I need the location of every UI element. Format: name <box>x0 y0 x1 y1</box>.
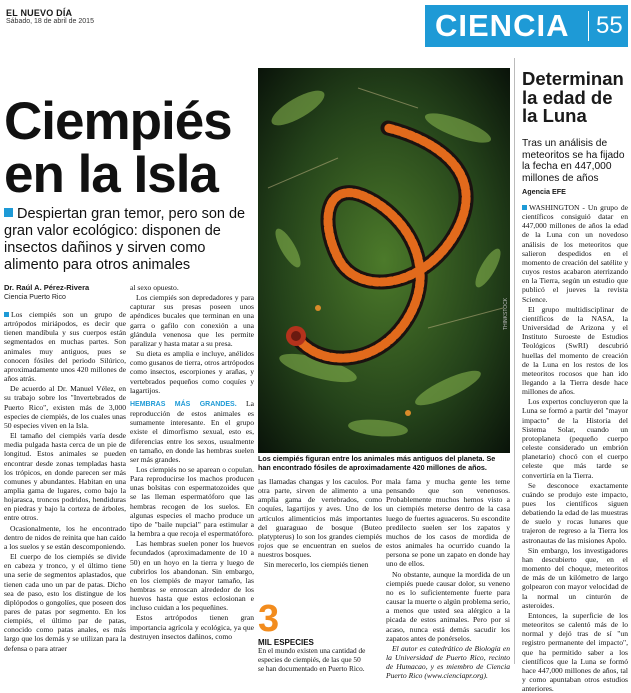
paragraph: Estos artrópodos tienen gran importancia agrícola y ecológica, ya que destruyen insectos dañinos, como <box>130 613 254 641</box>
paragraph: WASHINGTON - Un grupo de científicos consiguió datar en 447,000 millones de años la edad de la Luna con un novedoso análisis de los meteoritos que salieron despedidos en el momento de creación del satélite y cuyos restos acabaron aterrizando en la Tierra, según un estudio que publicó el jueves la revista Science. <box>522 203 628 304</box>
paragraph: HEMBRAS MÁS GRANDES. La reproducción de estos animales es sumamente interesante. En el grupo existe el dimorfismo sexual, esto es, diferencias entre los sexos, usualmente en tamaño, en donde las hembras suelen ser más grandes. <box>130 398 254 464</box>
paragraph: El tamaño del ciempiés varía desde media pulgada hasta cerca de un pie de longitud. Estos animales se pueden encontrar desde zonas templadas hasta los trópicos, en donde parecen ser más comunes y abundantes. Habitan en una amplia gama de lugares, como bajo la hojarasca, troncos podridos, hendiduras en piedras y bajo la corteza de árboles, entre otros. <box>4 431 126 523</box>
lead-square-icon <box>522 205 527 210</box>
paragraph: De acuerdo al Dr. Manuel Vélez, en su trabajo sobre los "Invertebrados de Puerto Rico", existen más de 3,000 especies de ciempiés, de los cuales unas 50 especies viven en la Isla. <box>4 384 126 430</box>
article-headline <box>4 92 254 204</box>
paragraph: Los ciempiés no se aparean o copulan. Para reproducirse los machos producen unas bolsitas con espermatozoides que se las lleman espermatóforo que las hembras recogen de los suelos. En algunas especies el macho produce un tipo de "baile nupcial" para estimular a la hembra a que recoja el espermatóforo. <box>130 464 254 539</box>
deck-bullet-icon <box>4 208 13 217</box>
article-column-2 <box>130 283 254 668</box>
deck-text: Despiertan gran temor, pero son de gran valor ecológico: disponen de insectos dañinos y sirven como alimento para otros animales <box>4 206 246 273</box>
paragraph: Los ciempiés son un grupo de artrópodos miriápodos, es decir que tienen mandíbula y sus cuerpos están segmentados en muchas partes. Son animales muy antiguos, pues se conocen fósiles del periodo Silúrico, aproximadamente unos 420 millones de años atrás. <box>4 310 126 384</box>
article-column-4 <box>386 477 510 681</box>
article-deck <box>4 206 248 274</box>
paragraph: Los expertos concluyeron que la Luna se formó a partir del "mayor impacto" de la Historia del Sistema Solar, cuando un protoplaneta (pequeño cuerpo celeste considerado un embrión planetario) chocó con el cuerpo celeste que más tarde se convertiría en la Tierra. <box>522 397 628 480</box>
paragraph: Sin merecerlo, los ciempiés tienen <box>264 560 369 570</box>
author-signature: El autor es catedrático de Biología en la Universidad de Puerto Rico, recinto de Humacao, y es miembro de Ciencia Puerto Rico (www.cienciapr.org). <box>386 643 510 681</box>
issue-date: Sábado, 18 de abril de 2015 <box>6 18 94 25</box>
centipede-illustration <box>258 68 510 453</box>
paragraph: Ocasionalmente, los he encontrado dentro de nidos de reinita que han caído a los suelos y se están descomponiendo. <box>4 523 126 551</box>
article-column-1 <box>4 310 126 668</box>
paragraph: No obstante, aunque la mordida de un ciempiés puede causar dolor, su veneno no es lo suficientemente fuerte para causar la muerte o algún problema serio, a menos que usted sea alérgico a la picada de estos animales. Pero por si acaso, nunca está demás sacudir los zapatos antes de ponérselos. <box>386 569 510 643</box>
masthead <box>6 8 94 25</box>
paragraph: Entonces, la superficie de los meteoritos se calentó más de lo normal y dejó tras de sí "un registro permanente del impacto", que ha permitido saber a los científicos que la Luna se formó hace 447,000 millones de años, tal y como apuntaban otros estudios anteriores. <box>522 610 628 693</box>
paragraph: mala fama y mucha gente les teme pensando que son venenosos. Probablemente muchos hemos visto a un ciempiés meterse dentro de la casa luego de fuertes aguaceros. Su escondite predilecto suelen ser los zapatos y muchos de los casos de mordida de estos animales ha ocurrido cuando la persona se pone un zapato en donde hay uno de ellos. <box>386 477 510 569</box>
paragraph: Los ciempiés son depredadores y para capturar sus presas poseen unos apéndices bucales que terminan en una garra o gafilo con conexión a una glándula venenosa que les permite paralizar y hasta matar a su presa. <box>130 293 254 348</box>
paragraph: Se desconoce exactamente cuándo se produjo este impacto, pues los científicos siguen debatiendo la edad de las muestras de suelo y rocas lunares que trajeron de regreso a la Tierra los astronautas de las misiones Apolo. <box>522 480 628 545</box>
paragraph: al sexo opuesto. <box>130 283 179 292</box>
subhead: HEMBRAS MÁS GRANDES. <box>130 400 237 408</box>
paragraph: Las hembras suelen poner los huevos fecundados (aproximadamente de 10 a 50) en un hoyo en la tierra y luego de cubrirlos los abandonan. Sin embargo, en los ciempiés de mayor tamaño, las hembras se enroscan alrededor de los huevos hasta que estos eclosionan e incluso cuidan a los pequeñines. <box>130 539 254 613</box>
factbox-number: 3 <box>258 598 280 640</box>
headline-line-1: Ciempiés <box>4 92 232 151</box>
section-header <box>425 5 628 47</box>
factbox-label: MIL ESPECIES <box>258 638 314 647</box>
section-divider <box>588 11 589 41</box>
paragraph: las llamadas changas y los caculos. Por otra parte, sirven de alimento a una amplia gama de vertebrados, como coquíes, lagartijos y aves. Uno de los artículos alimenticios más importantes del guaraguao de bosque (Buteo platypterus) lo son los grandes ciempiés rojos que se encuentran en suelos de nuestros bosques. <box>258 477 382 560</box>
centipede-photo <box>258 68 510 453</box>
section-name: CIENCIA <box>435 8 570 43</box>
sidebar-body <box>522 203 628 693</box>
author-affiliation: Ciencia Puerto Rico <box>4 294 66 301</box>
sidebar-deck: Tras un análisis de meteoritos se ha fijado la fecha en 447,000 millones de años <box>522 138 625 184</box>
paragraph: Sin embargo, los investigadores han descubierto que, en el momento del choque, meteoritos de más de un kilómetro de largo golpearon con mayor velocidad de la normal un cinturón de asteroides. <box>522 545 628 610</box>
photo-caption: Los ciempiés figuran entre los animales más antiguos del planeta. Se han encontrado fósiles de aproximadamente 420 millones de años. <box>258 454 496 472</box>
newspaper-name: EL NUEVO DÍA <box>6 8 73 18</box>
paragraph: Su dieta es amplia e incluye, anélidos como gusanos de tierra, otros artrópodos como insectos, escorpiones y arañas, y vertebrados pequeños como coquíes y lagartijos. <box>130 349 254 395</box>
paragraph: El grupo multidisciplinar de científicos de la NASA, la Universidad de Arizona y el Instituto Suroeste de Estudios Teológicos (SwRI) descubrió huellas del momento de creación de la Luna en los restos de los meteoritos rocosos que han ido llegando a la Tierra desde hace millones de años. <box>522 304 628 397</box>
sidebar-headline: Determinan la edad de la Luna <box>522 68 624 126</box>
sidebar-agency: Agencia EFE <box>522 187 566 196</box>
factbox-text: En el mundo existen una cantidad de especies de ciempiés, de las que 50 se han documentado en Puerto Rico. <box>258 646 366 673</box>
byline <box>4 283 89 302</box>
factbox <box>258 600 368 673</box>
author-name: Dr. Raúl A. Pérez-Rivera <box>4 283 90 292</box>
paragraph: El cuerpo de los ciempiés se divide en cabeza y tronco, y el último tiene una serie de segmentos aplastados, que tienen cada uno un par de patas. Dicho sea de paso, esto los distingue de los diplópodos o gongolíes, que poseen dos pares de patas por segmento. En los ciempiés, el último par de patas, conocido como patas anales, es más largo que los demás y se utilizan para la defensa o para atraer <box>4 552 126 653</box>
headline-line-2: en la Isla <box>4 145 218 204</box>
lead-square-icon <box>4 312 9 317</box>
column-divider <box>514 58 515 664</box>
page-number: 55 <box>596 12 623 39</box>
photo-credit: THINKSTOCK <box>503 297 509 330</box>
article-column-3 <box>258 477 382 597</box>
